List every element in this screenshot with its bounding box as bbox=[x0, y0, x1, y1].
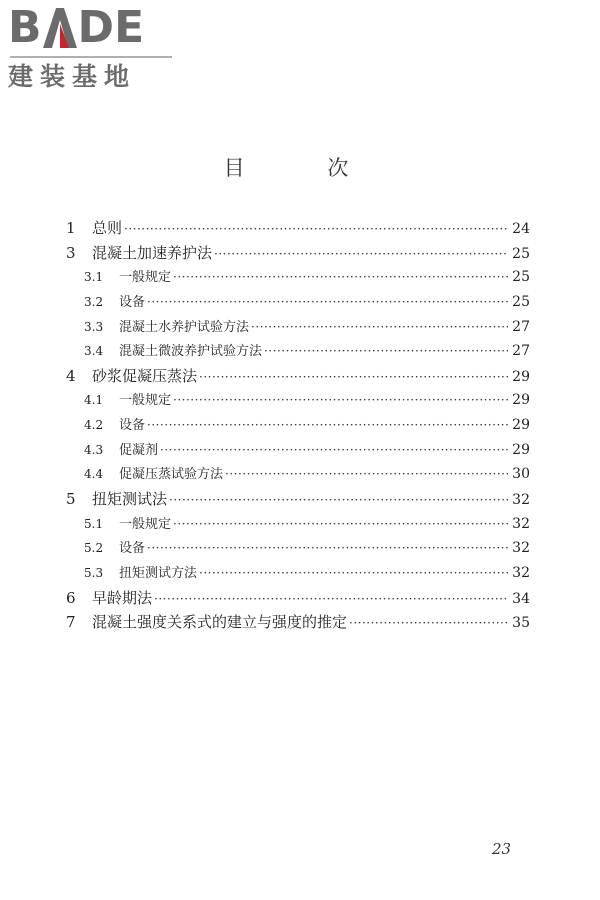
toc-entry-page: 29 bbox=[512, 441, 530, 458]
toc-entry-number: 5 bbox=[66, 490, 76, 509]
toc-entry-number: 5.3 bbox=[84, 565, 104, 580]
toc-dot-leader bbox=[173, 517, 508, 531]
toc-entry-page: 27 bbox=[512, 318, 530, 335]
toc-subentry[interactable] bbox=[66, 463, 530, 488]
toc-entry-title: 促凝压蒸试验方法 bbox=[119, 467, 224, 483]
toc-entry-number: 4.3 bbox=[84, 442, 104, 457]
toc-entry-page: 25 bbox=[512, 293, 530, 310]
toc-entry-number: 3 bbox=[66, 243, 76, 262]
toc-entry-title: 混凝土强度关系式的建立与强度的推定 bbox=[92, 613, 348, 632]
toc-entry-title: 一般规定 bbox=[119, 270, 172, 286]
toc-entry-page: 29 bbox=[512, 368, 530, 385]
toc-dot-leader bbox=[214, 247, 508, 261]
toc-entry-number: 1 bbox=[66, 219, 76, 237]
toc-entry-number: 6 bbox=[66, 588, 76, 607]
toc-entry-page: 25 bbox=[512, 269, 530, 286]
toc-subentry[interactable] bbox=[66, 537, 530, 562]
toc-subentry[interactable] bbox=[66, 439, 530, 464]
toc-dot-leader bbox=[349, 616, 508, 630]
toc-entry[interactable] bbox=[66, 587, 530, 612]
toc-entry-number: 3.1 bbox=[84, 270, 104, 285]
toc-dot-leader bbox=[199, 566, 508, 580]
toc-entry-number: 3.2 bbox=[84, 294, 104, 309]
toc-dot-leader bbox=[251, 320, 508, 334]
toc-subentry[interactable] bbox=[66, 316, 530, 341]
toc-entry-title: 早龄期法 bbox=[92, 588, 153, 607]
logo-a-icon bbox=[43, 8, 77, 48]
toc-entry-page: 32 bbox=[512, 564, 530, 581]
logo-wordmark bbox=[8, 2, 145, 53]
toc-entry-page: 25 bbox=[512, 245, 530, 262]
toc-entry-title: 扭矩测试法 bbox=[92, 490, 168, 509]
logo-chinese-name: 建装基地 bbox=[8, 62, 137, 91]
toc-entry-title: 扭矩测试方法 bbox=[119, 565, 198, 581]
toc-subentry[interactable] bbox=[66, 291, 530, 316]
toc-dot-leader bbox=[225, 467, 508, 481]
toc-entry-number: 7 bbox=[66, 613, 76, 632]
toc-entry-title: 总则 bbox=[92, 219, 123, 237]
toc-dot-leader bbox=[147, 541, 508, 555]
toc-entry-title: 砂浆促凝压蒸法 bbox=[92, 366, 198, 385]
toc-subentry[interactable] bbox=[66, 266, 530, 291]
toc-entry-title: 设备 bbox=[119, 418, 146, 434]
toc-entry-title: 促凝剂 bbox=[119, 442, 159, 458]
toc-entry-page: 24 bbox=[512, 221, 530, 237]
toc-subentry[interactable] bbox=[66, 513, 530, 538]
toc-dot-leader bbox=[264, 344, 508, 358]
logo-letter-b: B bbox=[8, 2, 42, 53]
toc-entry-number: 4.4 bbox=[84, 467, 104, 482]
toc-title: 目 次 bbox=[223, 156, 387, 180]
toc-entry-title: 一般规定 bbox=[119, 393, 172, 409]
toc-dot-leader bbox=[147, 295, 508, 309]
logo-divider bbox=[10, 56, 172, 58]
toc-entry-title: 设备 bbox=[119, 541, 146, 557]
toc-entry-number: 5.1 bbox=[84, 516, 104, 531]
toc-dot-leader bbox=[124, 222, 508, 236]
toc-entry-page: 35 bbox=[512, 615, 530, 632]
toc-entry-page: 29 bbox=[512, 392, 530, 409]
toc-dot-leader bbox=[173, 270, 508, 284]
logo-letters-de: DE bbox=[77, 2, 145, 53]
toc-dot-leader bbox=[173, 393, 508, 407]
toc-dot-leader bbox=[169, 493, 508, 507]
page-number: 23 bbox=[492, 840, 512, 858]
toc-entry[interactable] bbox=[66, 488, 530, 513]
toc-entry-title: 混凝土加速养护法 bbox=[92, 243, 213, 262]
toc-entry-number: 4.2 bbox=[84, 418, 104, 433]
toc-dot-leader bbox=[154, 592, 508, 606]
toc-dot-leader bbox=[160, 443, 508, 457]
toc-entry-number: 5.2 bbox=[84, 541, 104, 556]
toc-entry-title: 混凝土水养护试验方法 bbox=[119, 319, 250, 335]
toc-entry[interactable] bbox=[66, 217, 530, 242]
toc-entry-page: 32 bbox=[512, 515, 530, 532]
toc-entry-page: 30 bbox=[512, 466, 530, 483]
toc-entry-title: 混凝土微波养护试验方法 bbox=[119, 344, 263, 360]
toc-entry-page: 29 bbox=[512, 417, 530, 434]
toc-subentry[interactable] bbox=[66, 340, 530, 365]
toc-subentry[interactable] bbox=[66, 389, 530, 414]
toc-entry-title: 设备 bbox=[119, 294, 146, 310]
toc-entry-page: 27 bbox=[512, 343, 530, 360]
toc-dot-leader bbox=[199, 370, 508, 384]
toc-entry-number: 4.1 bbox=[84, 393, 104, 408]
toc-entry-number: 3.4 bbox=[84, 344, 104, 359]
toc-entry-page: 34 bbox=[512, 590, 530, 607]
logo bbox=[8, 2, 176, 92]
toc-subentry[interactable] bbox=[66, 562, 530, 587]
toc-entry[interactable] bbox=[66, 611, 530, 636]
table-of-contents bbox=[66, 217, 530, 636]
toc-entry-page: 32 bbox=[512, 492, 530, 509]
toc-entry-title: 一般规定 bbox=[119, 516, 172, 532]
toc-entry-number: 4 bbox=[66, 366, 76, 385]
toc-entry[interactable] bbox=[66, 242, 530, 267]
toc-dot-leader bbox=[147, 418, 508, 432]
toc-entry[interactable] bbox=[66, 365, 530, 390]
toc-subentry[interactable] bbox=[66, 414, 530, 439]
toc-entry-page: 32 bbox=[512, 540, 530, 557]
toc-entry-number: 3.3 bbox=[84, 319, 104, 334]
